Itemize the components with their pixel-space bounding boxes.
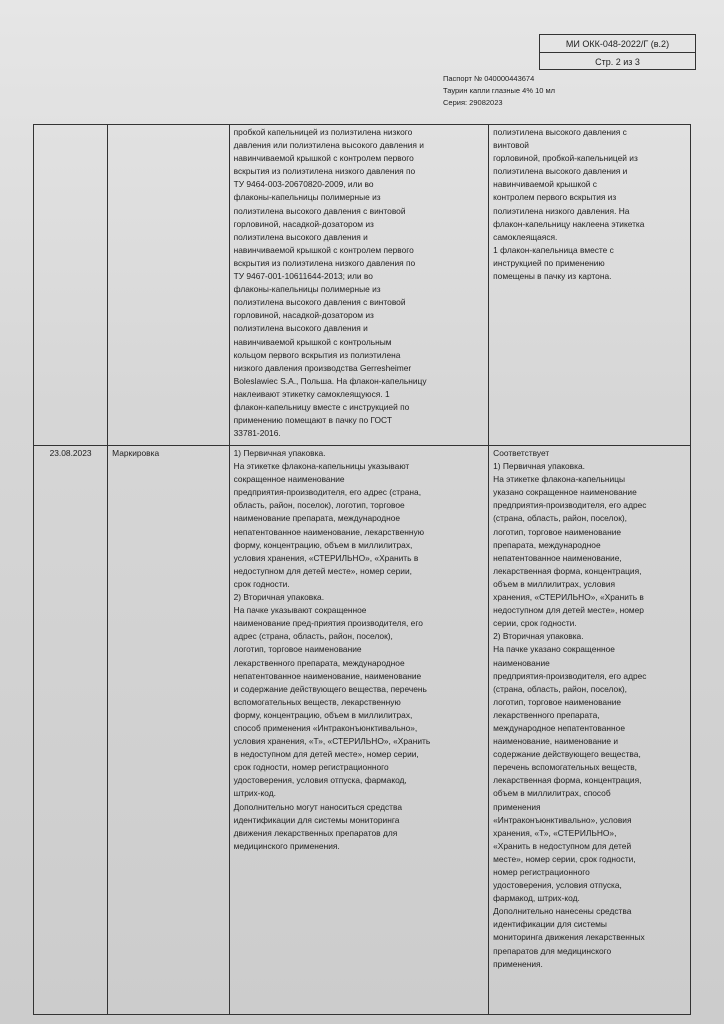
passport-number: Паспорт № 040000443674 [443,74,535,83]
passport-info [443,73,555,109]
document-code-box [539,34,696,70]
table-row [34,125,691,446]
parameter-cell [108,125,230,446]
date-cell: 23.08.2023 [34,446,108,1015]
batch-number: Серия: 29082023 [443,98,503,107]
table-row [34,446,691,1015]
requirement-cell: пробкой капельницей из полиэтилена низкого давления или полиэтилена высокого давления и навинчиваемой крышкой с контролем первого вскрытия из полиэтилена низкого давления по ТУ 9464-003-20670820-2009, или во флаконы-капельницы полимерные из полиэтилена высокого давления с винтовой горловиной, насадкой-дозатором из полиэтилена высокого давления и навинчиваемой крышкой с контролем первого вскрытия из полиэтилена низкого давления по ТУ 9467-001-10611644-2013; или во флаконы-капельницы полимерные из полиэтилена высокого давления с винтовой горловиной, насадкой-дозатором из полиэтилена высокого давления и навинчиваемой крышкой с контрольным кольцом первого вскрытия из полиэтилена низкого давления производства Gerresheimer Boleslawiec S.A., Польша. На флакон-капельницу наклеивают этикетку самоклеящуюся. 1 флакон-капельницу вместе с инструкцией по применению помещают в пачку по ГОСТ 33781-2016. [229,125,489,446]
result-cell: полиэтилена высокого давления с винтовой горловиной, пробкой-капельницей из полиэтилена высокого давления и навинчиваемой крышкой с контролем первого вскрытия из полиэтилена низкого давления. На флакон-капельницу наклеена этикетка самоклеящаяся. 1 флакон-капельница вместе с инструкцией по применению помещены в пачку из картона. [489,125,691,446]
requirement-cell: 1) Первичная упаковка. На этикетке флакона-капельницы указывают сокращенное наименование предприятия-производителя, его адрес (страна, область, район, поселок), логотип, торговое наименование препарата, международное непатентованное наименование, лекарственную форму, концентрацию, объем в миллилитрах, условия хранения, «СТЕРИЛЬНО», «Хранить в недоступном для детей месте», номер серии, срок годности. 2) Вторичная упаковка. На пачке указывают сокращенное наименование пред-приятия производителя, его адрес (страна, область, район, поселок), логотип, торговое наименование лекарственного препарата, международное непатентованное наименование, наименование и содержание действующего вещества, перечень вспомогательных веществ, лекарственную форму, концентрацию, объем в миллилитрах, способ применения «Интраконъюнктивально», условия хранения, «Т», «СТЕРИЛЬНО», «Хранить в недоступном для детей месте», номер серии, срок годности, номер регистрационного удостоверения, условия отпуска, фармакод, штрих-код. Дополнительно могут наноситься средства идентификации для системы мониторинга движения лекарственных препаратов для медицинского применения. [229,446,489,1015]
document-code: МИ ОКК-048-2022/Г (в.2) [565,38,670,49]
parameter-cell: Маркировка [108,446,230,1015]
product-name: Таурин капли глазные 4% 10 мл [443,86,556,95]
page-number: Стр. 2 из 3 [540,52,695,70]
date-cell [34,125,108,446]
analysis-table [33,124,691,1015]
result-cell: Соответствует 1) Первичная упаковка. На этикетке флакона-капельницы указано сокращенное наименование предприятия-производителя, его адрес (страна, область, район, поселок), логотип, торговое наименование препарата, международное непатентованное наименование, лекарственная форма, концентрация, объем в миллилитрах, условия хранения, «СТЕРИЛЬНО», «Хранить в недоступном для детей месте», номер серии, срок годности. 2) Вторичная упаковка. На пачке указано сокращенное наименование предприятия-производителя, его адрес (страна, область, район, поселок), логотип, торговое наименование лекарственного препарата, международное непатентованное наименование, наименование и содержание действующего вещества, перечень вспомогательных веществ, лекарственная форма, концентрация, объем в миллилитрах, способ применения «Интраконъюнктивально», условия хранения, «Т», «СТЕРИЛЬНО», «Хранить в недоступном для детей месте», номер серии, срок годности, номер регистрационного удостоверения, условия отпуска, фармакод, штрих-код. Дополнительно нанесены средства идентификации для системы мониторинга движения лекарственных препаратов для медицинского применения. [489,446,691,1015]
